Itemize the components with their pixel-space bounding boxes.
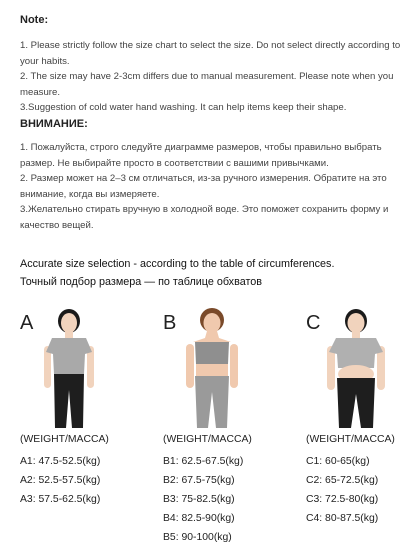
note-item-1: 1. Please strictly follow the size chart to select the size. Do not select directly according to your habits. (20, 40, 401, 67)
size-c1: C1: 60-65(kg) (306, 456, 370, 467)
attention-item-3: 3.Желательно стирать вручную в холодной воде. Это поможет сохранить форму и качество вещей. (20, 204, 389, 231)
size-selection-title-ru: Точный подбор размера — по таблице обхватов (20, 276, 263, 288)
size-c2: C2: 65-72.5(kg) (306, 475, 379, 486)
attention-list (20, 140, 404, 233)
note-item-3: 3.Suggestion of cold water hand washing. It can help items keep their shape. (20, 102, 347, 113)
woman-gray-crop-tshirt-black-pants-icon (316, 306, 396, 428)
group-b-sizes (163, 452, 243, 547)
group-c-sizes (306, 452, 378, 528)
size-a2: A2: 52.5-57.5(kg) (20, 475, 101, 486)
group-c-weight-label: (WEIGHT/MACCA) (306, 434, 395, 445)
group-b-weight-label: (WEIGHT/MACCA) (163, 434, 252, 445)
size-selection-title-en: Accurate size selection - according to the table of circumferences. (20, 258, 335, 270)
group-b-letter: B (163, 312, 177, 334)
note-title: Note: (20, 14, 49, 26)
size-b3: B3: 75-82.5(kg) (163, 494, 235, 505)
size-a1: A1: 47.5-52.5(kg) (20, 456, 101, 467)
group-a-letter: A (20, 312, 34, 334)
group-c-letter: C (306, 312, 321, 334)
size-b5: B5: 90-100(kg) (163, 532, 232, 543)
size-c3: C3: 72.5-80(kg) (306, 494, 379, 505)
size-b4: B4: 82.5-90(kg) (163, 513, 235, 524)
size-c4: C4: 80-87.5(kg) (306, 513, 379, 524)
size-a3: A3: 57.5-62.5(kg) (20, 494, 101, 505)
group-a-sizes (20, 452, 100, 509)
note-list (20, 38, 404, 116)
size-b1: B1: 62.5-67.5(kg) (163, 456, 244, 467)
attention-title: ВНИМАНИЕ: (20, 118, 88, 130)
attention-item-2: 2. Размер может на 2–3 см отличаться, из-за ручного измерения. Обратите на это внимание, когда вы измеряете. (20, 173, 387, 200)
size-b2: B2: 67.5-75(kg) (163, 475, 235, 486)
woman-gray-crop-top-gray-leggings-icon (173, 306, 251, 428)
note-item-2: 2. The size may have 2-3cm differs due to manual measurement. Please note when you measure. (20, 71, 394, 98)
woman-gray-tshirt-black-pants-icon (30, 306, 108, 428)
group-a-weight-label: (WEIGHT/MACCA) (20, 434, 109, 445)
attention-item-1: 1. Пожалуйста, строго следуйте диаграмме размеров, чтобы правильно выбрать размер. Не выбирайте просто в соответствии с вашими привычками. (20, 142, 382, 169)
